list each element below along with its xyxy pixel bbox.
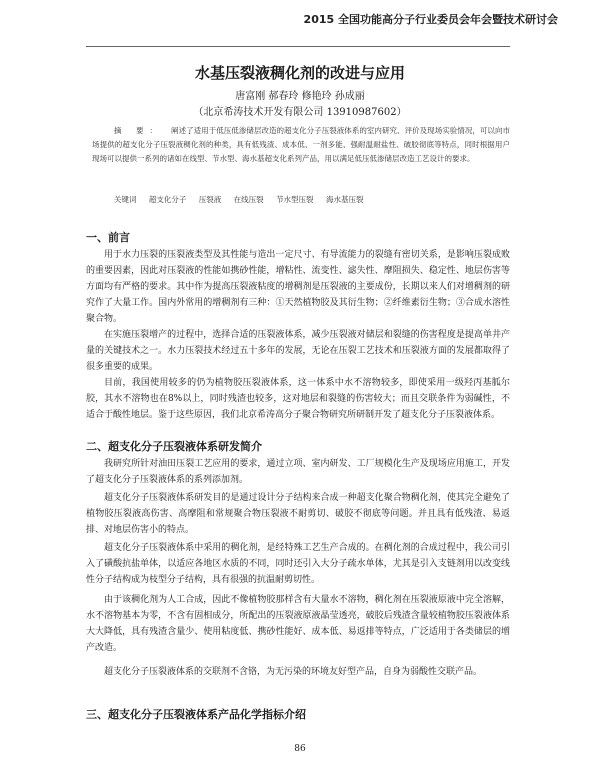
body-paragraph: 目前，我国使用较多的仍为植物胶压裂液体系，这一体系中水不溶物较多，即使采用一级羟丙基胍尔胶，其水不溶物也在8%以上，同时残渣也较多，这对地层和裂缝的伤害较大；而且交联条件为弱碱性，不适合于酸性地层。鉴于这些原因，我们北京希涛高分子聚合物研究所研制开发了超支化分子压裂液体系。 bbox=[86, 378, 510, 420]
section-heading-indicators: 三、超支化分子压裂液体系产品化学指标介绍 bbox=[86, 708, 306, 721]
body-paragraph: 超支化分子压裂液体系研发目的是通过设计分子结构来合成一种超支化聚合物稠化剂，使其完全避免了植物胶压裂液高伤害、高摩阻和常规聚合物压裂液不耐剪切、破胶不彻底等问题。并且具有低残渣、易返排、对地层伤害小的特点。 bbox=[86, 493, 510, 535]
keyword: 压裂液 bbox=[198, 195, 222, 204]
keywords-label: 关键词 bbox=[114, 195, 137, 204]
keyword: 节水型压裂 bbox=[276, 195, 314, 204]
abstract bbox=[92, 124, 510, 166]
body-paragraph: 用于水力压裂的压裂液类型及其性能与造出一定尺寸、有导流能力的裂缝有密切关系，是影响压裂成败的重要因素，因此对压裂液的性能如携砂性能，增粘性、流变性、滤失性、摩阻损失、稳定性、地层伤害等方面均有严格的要求。其中作为提高压裂液粘度的增稠剂是压裂液的主要成份，长期以来人们对增稠剂的研究作了大量工作。国内外常用的增稠剂有三种：①天然植物胶及其衍生物；②纤维素衍生物；③合成水溶性聚合物。 bbox=[86, 250, 510, 324]
body-paragraph: 我研究所针对油田压裂工艺应用的要求，通过立项、室内研发、工厂规模化生产及现场应用施工，开发了超支化分子压裂液体系的系列添加剂。 bbox=[86, 459, 510, 485]
paper-authors: 唐富刚 郝春玲 修艳玲 孙成丽 bbox=[235, 91, 365, 102]
abstract-label: 摘 要： bbox=[114, 126, 164, 135]
abstract-text: 阐述了适用于低压低渗储层改造的超支化分子压裂液体系的室内研究、评价及现场实验情况，可以向市场提供的超支化分子压裂液稠化剂的种类，具有低残渣、成本低、一剂多能、强耐温耐盐性、破胶彻底等特点，同时根据用户现场可以提供一系列的诸如在线型、节水型、海水基超支化系列产品，用以满足低压低渗储层改造工艺设计的要求。 bbox=[92, 126, 511, 163]
body-paragraph: 在实施压裂增产的过程中，选择合适的压裂液体系，减少压裂液对储层和裂缝的伤害程度是提高单井产量的关键技术之一。水力压裂技术经过五十多年的发展，无论在压裂工艺技术和压裂液方面的发展都取得了很多重要的成果。 bbox=[86, 330, 510, 372]
body-paragraph: 超支化分子压裂液体系中采用的稠化剂，是经特殊工艺生产合成的。在稠化剂的合成过程中，我公司引入了磺酸抗盐单体，以适应各地区水质的不同，同时还引入大分子疏水单体，尤其是引入支链剂用以改变线性分子结构成为枝型分子结构，具有很强的抗温耐剪切性。 bbox=[86, 543, 510, 585]
keyword: 海水基压裂 bbox=[325, 195, 364, 204]
page-number: 86 bbox=[294, 744, 306, 754]
keyword: 超支化分子 bbox=[148, 195, 187, 204]
running-header: 2015 全国功能高分子行业委员会年会暨技术研讨会 bbox=[303, 13, 558, 26]
header-rule bbox=[86, 46, 510, 47]
section-heading-intro: 一、前言 bbox=[86, 231, 130, 244]
body-paragraph: 由于该稠化剂为人工合成，因此不像植物胶那样含有大量水不溶物，稠化剂在压裂液原液中完全溶解，水不溶物基本为零，不含有固相成分，所配出的压裂液原液晶莹透亮，破胶后残渣含量较植物胶压裂液体系大大降低，具有残渣含量少、使用粘度低、携砂性能好、成本低、易返排等特点，广泛适用于各类储层的增产改造。 bbox=[86, 595, 510, 653]
body-paragraph: 超支化分子压裂液体系的交联剂不含铬，为无污染的环境友好型产品，自身为弱酸性交联产品。 bbox=[104, 667, 483, 677]
keywords-line bbox=[114, 194, 373, 205]
keyword: 在线压裂 bbox=[233, 195, 264, 204]
paper-title: 水基压裂液稠化剂的改进与应用 bbox=[194, 64, 405, 82]
paper-affiliation: （北京希涛技术开发有限公司 13910987602） bbox=[193, 107, 407, 118]
section-heading-development: 二、超支化分子压裂液体系研发简介 bbox=[86, 440, 262, 453]
